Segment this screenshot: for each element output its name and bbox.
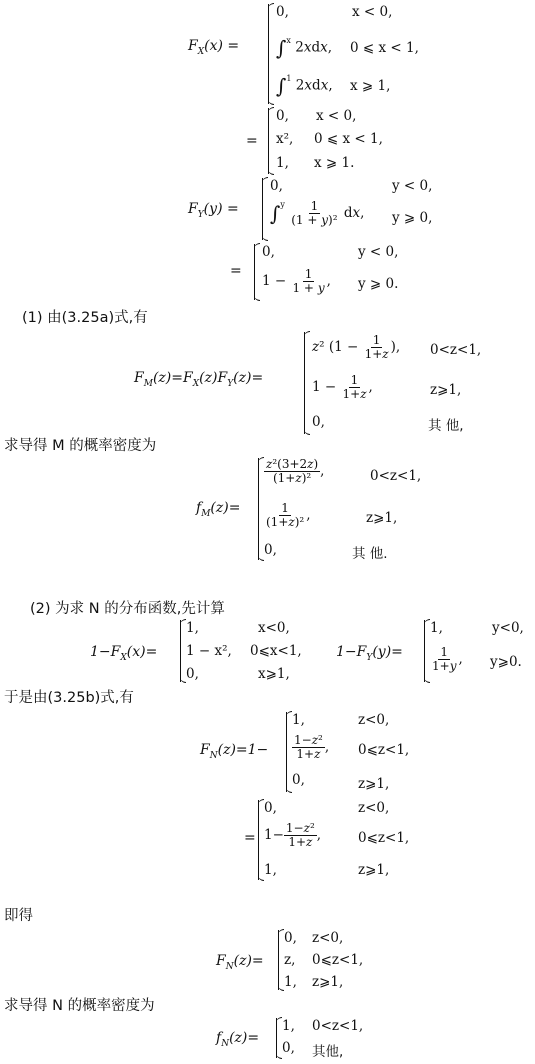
eq-fx-cond2: 0 ⩽ x < 1,	[350, 40, 419, 56]
eq-fn3-lhs: $F_N(z)=$	[216, 953, 264, 972]
eq-dn-cond2: 其他,	[312, 1044, 344, 1060]
eq-fy-brace	[262, 178, 269, 240]
eq-n2-cond2: y⩾0.	[490, 654, 522, 670]
eq-fn3-cond1: z<0,	[312, 930, 344, 946]
eq-fx-case2: ∫$^x$ 2xdx,	[276, 36, 333, 60]
eq-fy2-case1: 0,	[262, 244, 275, 260]
eq-n2-cond1: y<0,	[492, 620, 524, 636]
text-thus: 即得	[4, 908, 33, 924]
eq-n1-lhs: $1-F_X(x)=$	[90, 644, 158, 663]
eq-n1-case2: 1 − x²,	[186, 643, 232, 659]
eq-fy2-brace	[254, 244, 261, 300]
eq-dm-case1: $\frac{\text{z²(3+2z)}}{\text{(1+z)²}}$ ,	[266, 457, 325, 485]
eq-fy-cond2: y ⩾ 0,	[392, 210, 433, 226]
eq-fy-case1: 0,	[270, 178, 283, 194]
eq-n1-cond3: x⩾1,	[258, 666, 290, 682]
eq-fm-case2: 1 − $\frac{1}{1+z}$ ,	[312, 373, 373, 401]
eq-fn2-cond2: 0⩽z<1,	[358, 830, 410, 846]
eq-fx-lhs: $F_X(x)$ =	[188, 38, 240, 57]
eq-dm-cond1: 0<z<1,	[370, 468, 422, 484]
eq-n1-case3: 0,	[186, 666, 199, 682]
eq-fy2-cond2: y ⩾ 0.	[358, 276, 399, 292]
text-density-n: 求导得 N 的概率密度为	[4, 998, 155, 1014]
eq-n2-case1: 1,	[430, 620, 443, 636]
eq-fn3-case1: 0,	[284, 930, 297, 946]
eq-fx2-cond1: x < 0,	[316, 108, 357, 124]
eq-fx-brace	[268, 4, 275, 104]
eq-fx2-case2: x²,	[276, 131, 294, 147]
eq-fn3-cond3: z⩾1,	[312, 974, 344, 990]
eq-fy2-cond1: y < 0,	[358, 244, 399, 260]
eq-fn2-case2: 1− $\frac{\text{1−z²}}{1+z}$ ,	[264, 821, 322, 849]
eq-fm-cond1: 0<z<1,	[430, 342, 482, 358]
eq-dm-cond2: z⩾1,	[366, 510, 398, 526]
text-then: 于是由(3.25b)式,有	[4, 690, 134, 706]
eq-dm-lhs: $f_M(z)=$	[196, 500, 241, 519]
eq-fn2-cond3: z⩾1,	[358, 862, 390, 878]
eq-fm-brace	[304, 332, 311, 434]
eq-fx2-case3: 1,	[276, 155, 289, 171]
eq-fy-lhs: $F_Y(y)$ =	[188, 201, 239, 220]
eq-fn-cond3: z⩾1,	[358, 776, 390, 792]
eq-n1-cond1: x<0,	[258, 620, 290, 636]
eq-fx-case1: 0,	[276, 4, 289, 20]
eq-n2-lhs: $1-F_Y(y)=$	[336, 644, 403, 663]
eq-fy2-eq: =	[230, 263, 242, 279]
eq-fx-cond1: x < 0,	[352, 4, 393, 20]
eq-fx2-cond3: x ⩾ 1.	[314, 155, 355, 171]
eq-fy-cond1: y < 0,	[392, 178, 433, 194]
eq-fn2-cond1: z<0,	[358, 800, 390, 816]
eq-fn3-case3: 1,	[284, 974, 297, 990]
eq-fn2-case3: 1,	[264, 862, 277, 878]
eq-dn-lhs: $f_N(z)=$	[216, 1030, 260, 1049]
eq-n1-case1: 1,	[186, 620, 199, 636]
eq-fx-cond3: x ⩾ 1,	[350, 78, 391, 94]
eq-dn-cond1: 0<z<1,	[312, 1018, 364, 1034]
eq-dn-case2: 0,	[282, 1040, 295, 1056]
eq-fn-cond1: z<0,	[358, 712, 390, 728]
eq-fy2-case2: 1 − $\frac{1}{1 + y}$ ,	[262, 267, 331, 295]
eq-fx2-case1: 0,	[276, 108, 289, 124]
eq-fx2-cond2: 0 ⩽ x < 1,	[314, 131, 383, 147]
text-part2-intro: (2) 为求 N 的分布函数,先计算	[30, 601, 225, 617]
eq-n1-cond2: 0⩽x<1,	[250, 643, 302, 659]
eq-fx2-eq: =	[246, 133, 258, 149]
eq-fy-case2: ∫$^y$ $\frac{1}{\text{(1 + y)²}}$ dx,	[270, 199, 365, 227]
eq-fn3-case2: z,	[284, 952, 296, 968]
eq-fn-case3: 0,	[292, 772, 305, 788]
eq-fx-case3: ∫$^1$ 2xdx,	[276, 74, 333, 98]
eq-fm-cond2: z⩾1,	[430, 382, 462, 398]
eq-fm-case1: z² (1 − $\frac{1}{1+z}$ ),	[312, 333, 401, 361]
eq-fm-case3: 0,	[312, 414, 325, 430]
eq-dn-case1: 1,	[282, 1018, 295, 1034]
eq-fn2-eq: =	[244, 830, 256, 846]
eq-fm-lhs: $F_M(z)=F_X(z)F_Y(z)=$	[134, 370, 264, 389]
eq-dm-case3: 0,	[264, 542, 277, 558]
eq-fn-lhs: $F_N(z)=1-$	[200, 742, 269, 761]
text-density-m: 求导得 M 的概率密度为	[4, 438, 157, 454]
eq-n2-case2: $\frac{1}{1+y}$ ,	[432, 645, 463, 673]
eq-fm-cond3: 其 他,	[428, 418, 464, 434]
eq-fn2-case1: 0,	[264, 800, 277, 816]
eq-fn-case2: $\frac{\text{1−z²}}{1+z}$ ,	[294, 733, 330, 761]
eq-fn3-cond2: 0⩽z<1,	[312, 952, 364, 968]
eq-dm-case2: $\frac{1}{\text{(1+z)²}}$ ,	[266, 501, 311, 529]
eq-fn-cond2: 0⩽z<1,	[358, 742, 410, 758]
eq-fn-case1: 1,	[292, 712, 305, 728]
eq-dm-cond3: 其 他.	[352, 546, 388, 562]
eq-fx2-brace	[268, 108, 275, 174]
text-part1-intro: (1) 由(3.25a)式,有	[22, 310, 148, 326]
